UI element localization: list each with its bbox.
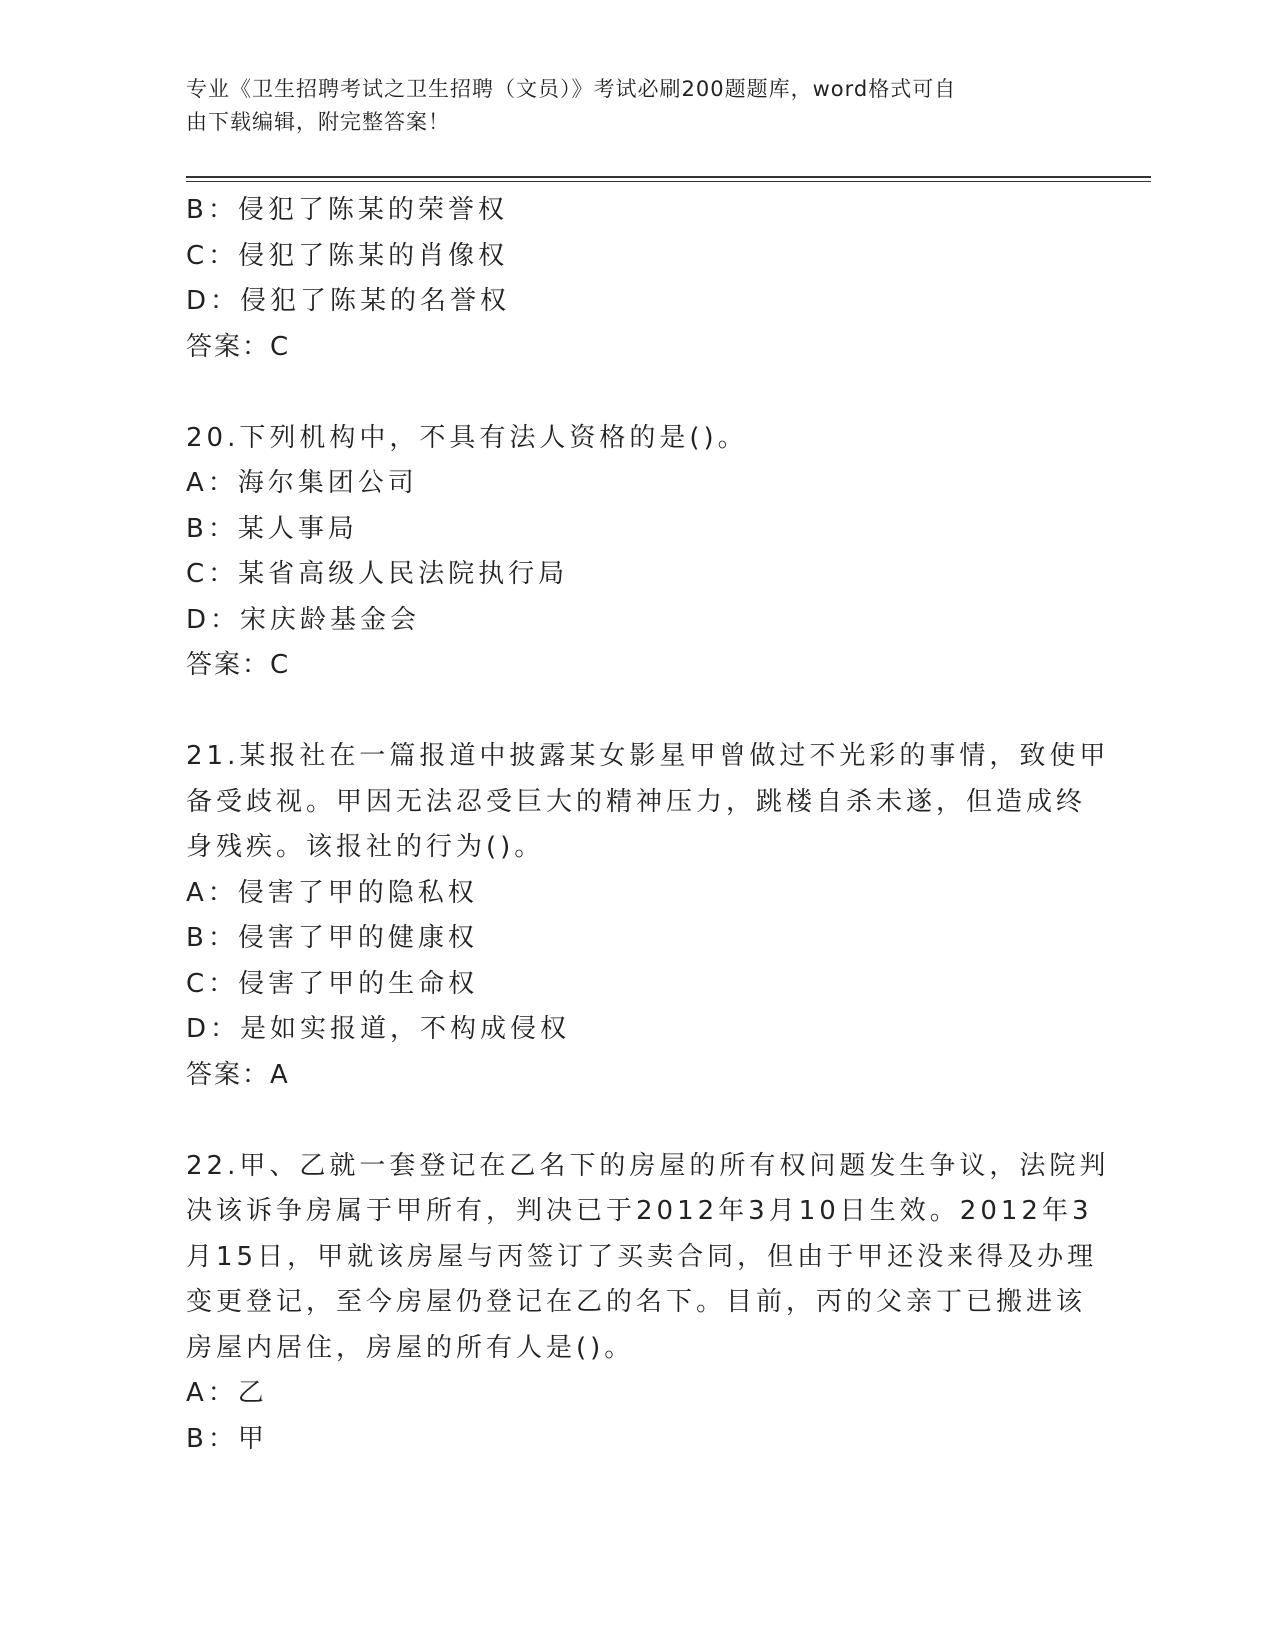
- option-d: D：侵犯了陈某的名誉权: [186, 286, 511, 316]
- question-stem-line-1: 21.某报社在一篇报道中披露某女影星甲曾做过不光彩的事情，致使甲: [186, 741, 1110, 771]
- question-stem-line-3: 月15日，甲就该房屋与丙签订了买卖合同，但由于甲还没来得及办理: [186, 1241, 1098, 1272]
- question-stem-line-4: 变更登记，至今房屋仍登记在乙的名下。目前，丙的父亲丁已搬进该: [186, 1287, 1087, 1317]
- option-b: B：甲: [186, 1423, 268, 1454]
- option-a: A：乙: [186, 1378, 268, 1408]
- header-rule-thick: [186, 176, 1151, 178]
- spacer: [186, 1098, 1076, 1144]
- question-stem-line-5: 房屋内居住，房屋的所有人是()。: [186, 1332, 635, 1363]
- header-rule-thin: [186, 181, 1151, 182]
- spacer: [186, 689, 1076, 735]
- question-stem-line-3: 身残疾。该报社的行为()。: [186, 832, 545, 862]
- option-d: D：宋庆龄基金会: [186, 604, 421, 635]
- option-a: A：侵害了甲的隐私权: [186, 877, 478, 908]
- question-stem: 20.下列机构中，不具有法人资格的是()。: [186, 422, 748, 453]
- option-c: C：某省高级人民法院执行局: [186, 559, 569, 589]
- option-a: A：海尔集团公司: [186, 468, 418, 498]
- document-header: [186, 73, 1066, 139]
- question-22: [186, 1144, 1110, 1463]
- question-stem-line-2: 备受歧视。甲因无法忍受巨大的精神压力，跳楼自杀未遂，但造成终: [186, 786, 1087, 817]
- answer: 答案：C: [186, 331, 291, 362]
- option-c: C：侵害了甲的生命权: [186, 968, 479, 999]
- spacer: [186, 370, 1076, 416]
- header-line-1: 专业《卫生招聘考试之卫生招聘（文员）》考试必刷200题题库，word格式可自: [186, 77, 957, 101]
- question-stem-line-1: 22.甲、乙就一套登记在乙名下的房屋的所有权问题发生争议，法院判: [186, 1150, 1110, 1181]
- option-d: D：是如实报道，不构成侵权: [186, 1014, 571, 1044]
- option-b: B：侵害了甲的健康权: [186, 923, 478, 953]
- answer: 答案：A: [186, 1059, 290, 1090]
- option-b: B：侵犯了陈某的荣誉权: [186, 195, 508, 225]
- question-stem-line-2: 决该诉争房属于甲所有，判决已于2012年3月10日生效。2012年3: [186, 1196, 1093, 1226]
- option-c: C：侵犯了陈某的肖像权: [186, 240, 509, 271]
- document-body: [186, 188, 1110, 1462]
- answer: 答案：C: [186, 650, 291, 680]
- header-line-2: 由下载编辑，附完整答案！: [186, 110, 450, 134]
- question-20: [186, 416, 1076, 689]
- question-21: [186, 734, 1110, 1098]
- question-19-tail: [186, 188, 1076, 370]
- option-b: B：某人事局: [186, 513, 358, 544]
